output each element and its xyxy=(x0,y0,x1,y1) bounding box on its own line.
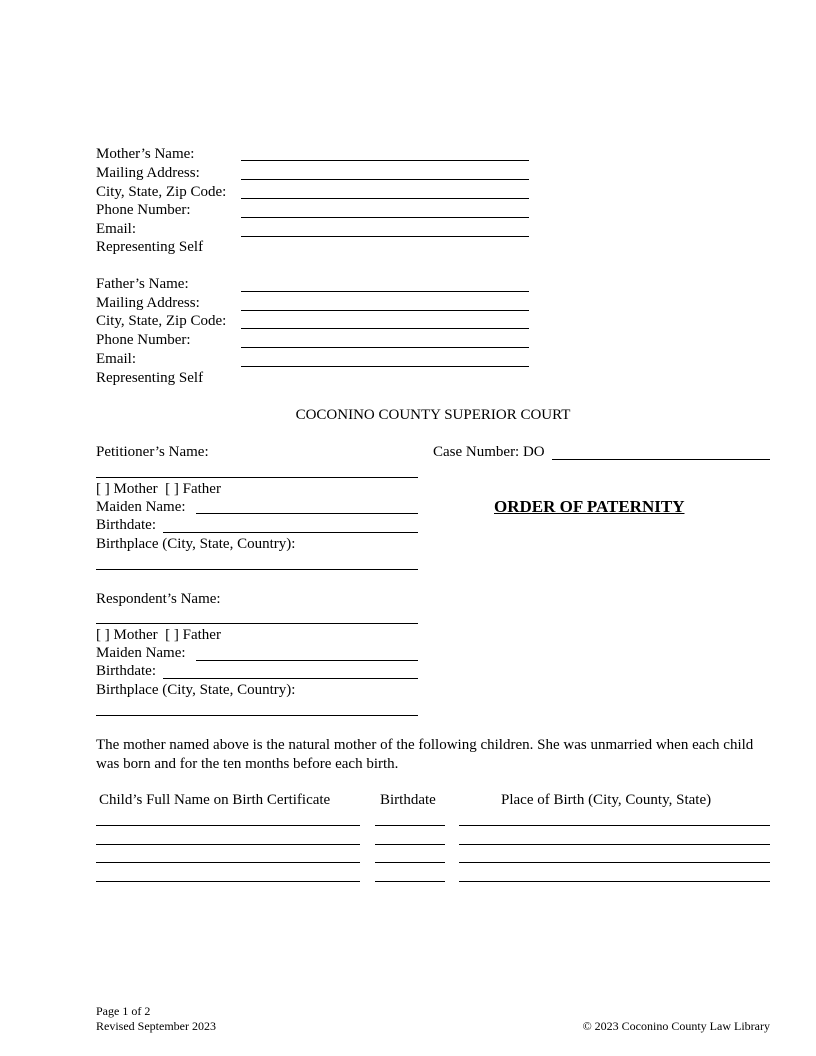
respondent-role-options[interactable]: [ ] Mother [ ] Father xyxy=(96,627,221,643)
father-city-field[interactable] xyxy=(241,328,529,329)
respondent-name-label: Respondent’s Name: xyxy=(96,591,221,607)
petitioner-name-field[interactable] xyxy=(96,477,418,478)
child-birthplace-field[interactable] xyxy=(459,881,770,882)
table-header-child-name: Child’s Full Name on Birth Certificate xyxy=(99,792,331,808)
respondent-maiden-field[interactable] xyxy=(196,660,418,661)
child-birthdate-field[interactable] xyxy=(375,844,445,845)
petitioner-maiden-field[interactable] xyxy=(196,513,418,514)
respondent-maiden-label: Maiden Name: xyxy=(96,645,186,661)
child-birthplace-field[interactable] xyxy=(459,825,770,826)
court-name: COCONINO COUNTY SUPERIOR COURT xyxy=(295,407,571,423)
mother-representing: Representing Self xyxy=(96,239,204,255)
petitioner-birthdate-field[interactable] xyxy=(163,532,418,533)
child-birthdate-field[interactable] xyxy=(375,825,445,826)
petitioner-birthplace-field[interactable] xyxy=(96,569,418,570)
father-address-label: Mailing Address: xyxy=(96,295,200,311)
mother-name-label: Mother’s Name: xyxy=(96,146,195,162)
case-number-label: Case Number: DO xyxy=(433,444,545,460)
petitioner-birthplace-label: Birthplace (City, State, Country): xyxy=(96,536,296,552)
father-phone-label: Phone Number: xyxy=(96,332,191,348)
child-birthplace-field[interactable] xyxy=(459,862,770,863)
mother-email-label: Email: xyxy=(96,221,136,237)
father-representing: Representing Self xyxy=(96,370,204,386)
child-birthdate-field[interactable] xyxy=(375,862,445,863)
child-name-field[interactable] xyxy=(96,844,360,845)
mother-phone-field[interactable] xyxy=(241,217,529,218)
respondent-birthplace-label: Birthplace (City, State, Country): xyxy=(96,682,296,698)
case-number-field[interactable] xyxy=(552,459,770,460)
document-title: ORDER OF PATERNITY xyxy=(494,497,685,516)
child-name-field[interactable] xyxy=(96,862,360,863)
father-email-field[interactable] xyxy=(241,366,529,367)
father-name-label: Father’s Name: xyxy=(96,276,189,292)
petitioner-role-options[interactable]: [ ] Mother [ ] Father xyxy=(96,481,221,497)
footer-copyright: © 2023 Coconino County Law Library xyxy=(582,1019,770,1033)
child-birthdate-field[interactable] xyxy=(375,881,445,882)
table-header-place-of-birth: Place of Birth (City, County, State) xyxy=(501,792,712,808)
child-birthplace-field[interactable] xyxy=(459,844,770,845)
mother-email-field[interactable] xyxy=(241,236,529,237)
mother-phone-label: Phone Number: xyxy=(96,202,191,218)
footer-page-number: Page 1 of 2 xyxy=(96,1004,151,1018)
father-address-field[interactable] xyxy=(241,310,529,311)
footer-revised: Revised September 2023 xyxy=(96,1019,216,1033)
petitioner-maiden-label: Maiden Name: xyxy=(96,499,186,515)
respondent-name-field[interactable] xyxy=(96,623,418,624)
child-name-field[interactable] xyxy=(96,825,360,826)
mother-statement: The mother named above is the natural mother of the following children. She was unmarried when each child was born and for the ten months before each birth. xyxy=(96,737,754,772)
respondent-birthplace-field[interactable] xyxy=(96,715,418,716)
mother-city-label: City, State, Zip Code: xyxy=(96,184,227,200)
table-header-birthdate: Birthdate xyxy=(380,792,436,808)
father-name-field[interactable] xyxy=(241,291,529,292)
petitioner-birthdate-label: Birthdate: xyxy=(96,517,156,533)
respondent-birthdate-label: Birthdate: xyxy=(96,663,156,679)
respondent-birthdate-field[interactable] xyxy=(163,678,418,679)
mother-city-field[interactable] xyxy=(241,198,529,199)
mother-address-field[interactable] xyxy=(241,179,529,180)
father-city-label: City, State, Zip Code: xyxy=(96,313,227,329)
child-name-field[interactable] xyxy=(96,881,360,882)
mother-address-label: Mailing Address: xyxy=(96,165,200,181)
father-email-label: Email: xyxy=(96,351,136,367)
father-phone-field[interactable] xyxy=(241,347,529,348)
petitioner-name-label: Petitioner’s Name: xyxy=(96,444,209,460)
mother-name-field[interactable] xyxy=(241,160,529,161)
